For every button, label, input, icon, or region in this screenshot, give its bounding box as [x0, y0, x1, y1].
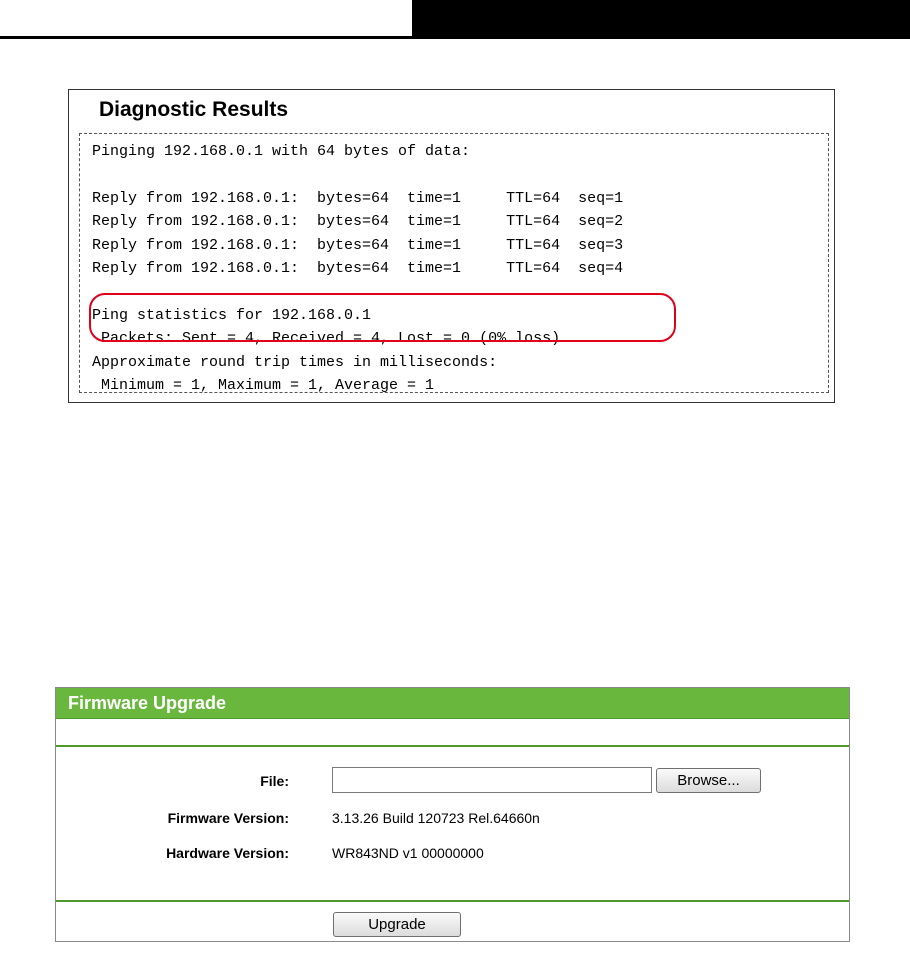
output-line: Reply from 192.168.0.1: bytes=64 time=1 TTL=64 seq=3 [92, 236, 624, 254]
diagnostic-title: Diagnostic Results [99, 98, 289, 121]
output-line: Reply from 192.168.0.1: bytes=64 time=1 TTL=64 seq=2 [92, 213, 624, 231]
output-line: Ping statistics for 192.168.0.1 [92, 306, 372, 324]
output-line: Minimum = 1, Maximum = 1, Average = 1 [92, 376, 435, 394]
divider [56, 745, 849, 747]
output-line [92, 163, 623, 186]
firmware-version-label: Firmware Version: [167, 810, 289, 826]
diagnostic-output-box [79, 133, 829, 393]
hardware-version-label: Hardware Version: [166, 845, 289, 861]
output-line: Pinging 192.168.0.1 with 64 bytes of data: [92, 143, 471, 160]
output-line: Approximate round trip times in milliseconds: [92, 353, 498, 371]
divider [56, 900, 849, 902]
firmware-upgrade-panel [55, 687, 850, 942]
upgrade-button[interactable]: Upgrade [333, 912, 461, 937]
hardware-version-value: WR843ND v1 00000000 [332, 845, 484, 861]
header-rule [0, 36, 412, 39]
browse-button[interactable]: Browse... [656, 768, 761, 793]
file-input[interactable] [332, 767, 652, 793]
file-label: File: [260, 773, 289, 789]
firmware-version-value: 3.13.26 Build 120723 Rel.64660n [332, 810, 540, 826]
firmware-header [56, 688, 849, 719]
output-line: Reply from 192.168.0.1: bytes=64 time=1 TTL=64 seq=4 [92, 259, 624, 277]
firmware-title: Firmware Upgrade [68, 693, 227, 713]
diagnostic-results-panel [68, 89, 835, 403]
diagnostic-output [92, 140, 623, 397]
header-block [412, 0, 910, 39]
output-line: Reply from 192.168.0.1: bytes=64 time=1 TTL=64 seq=1 [92, 189, 624, 207]
output-line: Packets: Sent = 4, Received = 4, Lost = 0 (0% loss) [92, 330, 561, 348]
ping-statistics-highlight [89, 293, 676, 342]
